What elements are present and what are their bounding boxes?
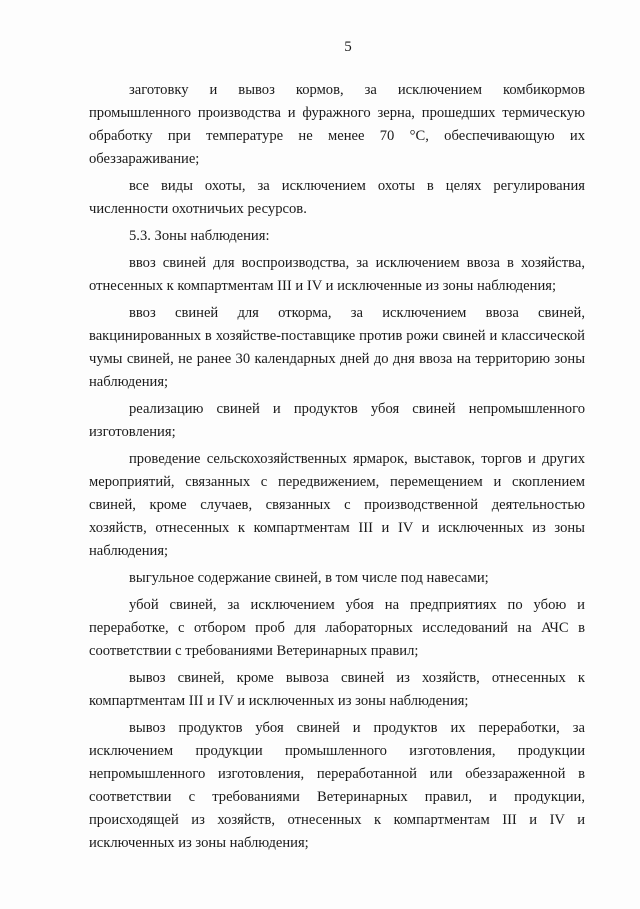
paragraph-hunting: все виды охоты, за исключением охоты в целях регулирования численности охотничьих ресурсов. bbox=[89, 178, 585, 217]
document-body bbox=[89, 79, 585, 859]
paragraph-feed-export: заготовку и вывоз кормов, за исключением комбикормов промышленного производства и фуражного зерна, прошедших термическую обработку при температуре не менее 70 °С, обеспечивающую их обеззараживание; bbox=[89, 82, 585, 167]
paragraph-fairs-exhibitions: проведение сельскохозяйственных ярмарок, выставок, торгов и других мероприятий, связанных с передвижением, перемещением и скоплением свиней, кроме случаев, связанных с производственной деятельностью хозяйств, отнесенных к компартментам III и IV и исключенных из зоны наблюдения; bbox=[89, 451, 585, 559]
paragraph-breeding-import: ввоз свиней для воспроизводства, за исключением ввоза в хозяйства, отнесенных к компартментам III и IV и исключенные из зоны наблюдения; bbox=[89, 255, 585, 294]
section-heading-observation-zone: 5.3. Зоны наблюдения: bbox=[129, 228, 270, 244]
paragraph-pig-export: вывоз свиней, кроме вывоза свиней из хозяйств, отнесенных к компартментам III и IV и исключенных из зоны наблюдения; bbox=[89, 670, 585, 709]
paragraph-slaughter: убой свиней, за исключением убоя на предприятиях по убою и переработке, с отбором проб для лабораторных исследований на АЧС в соответствии с требованиями Ветеринарных правил; bbox=[89, 597, 585, 659]
paragraph-free-range: выгульное содержание свиней, в том числе под навесами; bbox=[129, 570, 489, 586]
paragraph-products-export: вывоз продуктов убоя свиней и продуктов их переработки, за исключением продукции промышленного изготовления, продукции непромышленного изготовления, переработанной или обеззараженной в соответствии с требованиями Ветеринарных правил, и продукции, происходящей из хозяйств, отнесенных к компартментам III и IV и исключенных из зоны наблюдения; bbox=[89, 720, 585, 851]
paragraph-fattening-import: ввоз свиней для откорма, за исключением ввоза свиней, вакцинированных в хозяйстве-поставщике против рожи свиней и классической чумы свиней, не ранее 30 календарных дней до дня ввоза на территорию зоны наблюдения; bbox=[89, 305, 585, 390]
paragraph-sale-of-pigs: реализацию свиней и продуктов убоя свиней непромышленного изготовления; bbox=[89, 401, 585, 440]
page-number: 5 bbox=[344, 39, 352, 55]
